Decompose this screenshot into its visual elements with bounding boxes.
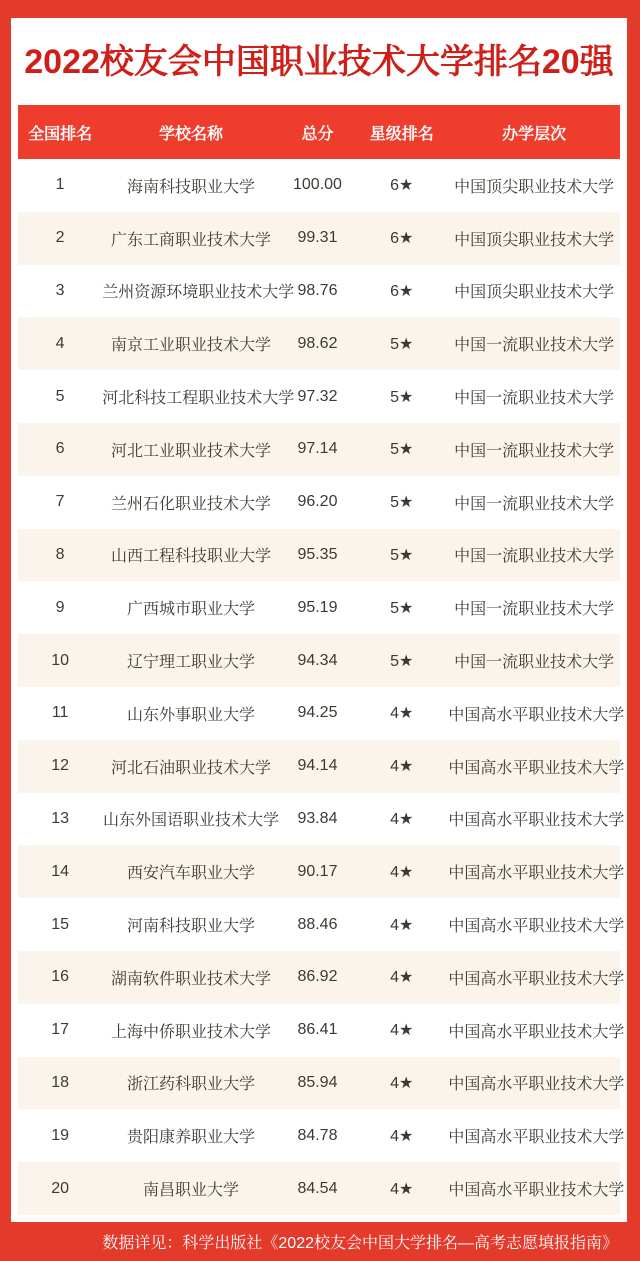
- cell-name: 山西工程科技职业大学: [111, 548, 272, 566]
- cell-score: 88.46: [297, 915, 338, 933]
- cell-name: 海南科技职业大学: [127, 178, 256, 196]
- cell-score: 94.34: [297, 651, 338, 669]
- cell-score: 86.41: [297, 1021, 338, 1039]
- cell-level: 中国高水平职业技术大学: [448, 812, 625, 830]
- table-row: [18, 845, 625, 898]
- cell-rank: 19: [51, 1126, 70, 1144]
- cell-star: 5★: [390, 546, 414, 564]
- cell-level: 中国高水平职业技术大学: [448, 706, 625, 724]
- table-row: [18, 1162, 625, 1215]
- cell-rank: 9: [55, 598, 65, 616]
- cell-score: 99.31: [297, 229, 338, 247]
- cell-rank: 13: [51, 809, 70, 827]
- cell-rank: 11: [51, 704, 69, 722]
- cell-name: 贵阳康养职业大学: [127, 1129, 256, 1147]
- cell-star: 5★: [390, 599, 414, 617]
- cell-name: 浙江药科职业大学: [127, 1076, 256, 1094]
- column-header-rank: 全国排名: [28, 125, 93, 143]
- cell-level: 中国高水平职业技术大学: [448, 865, 625, 883]
- cell-rank: 15: [51, 915, 70, 933]
- cell-star: 4★: [390, 969, 414, 987]
- cell-star: 6★: [390, 282, 414, 300]
- cell-level: 中国高水平职业技术大学: [448, 1023, 625, 1041]
- cell-name: 上海中侨职业技术大学: [111, 1023, 272, 1041]
- cell-score: 95.35: [297, 545, 338, 563]
- table-row: [18, 317, 620, 370]
- cell-star: 4★: [390, 705, 414, 723]
- table-row: [18, 951, 625, 1004]
- table-row: [18, 898, 625, 951]
- cell-level: 中国一流职业技术大学: [454, 548, 615, 566]
- table-row: [18, 159, 620, 212]
- column-header-name: 学校名称: [159, 125, 224, 143]
- cell-score: 97.32: [297, 387, 338, 405]
- cell-star: 4★: [390, 863, 414, 881]
- cell-score: 100.00: [293, 176, 342, 194]
- cell-score: 95.19: [297, 598, 338, 616]
- column-header-score: 总分: [301, 125, 334, 143]
- cell-rank: 3: [55, 281, 65, 299]
- cell-name: 兰州石化职业技术大学: [111, 495, 272, 513]
- cell-rank: 17: [51, 1021, 70, 1039]
- cell-star: 6★: [390, 230, 414, 248]
- cell-name: 山东外国语职业技术大学: [103, 812, 280, 830]
- table-row: [18, 687, 625, 740]
- cell-star: 5★: [390, 388, 414, 406]
- cell-star: 5★: [390, 335, 414, 353]
- cell-star: 4★: [390, 758, 414, 776]
- table-header-row: [18, 105, 620, 159]
- cell-star: 4★: [390, 1022, 414, 1040]
- page-title: 2022校友会中国职业技术大学排名20强: [24, 43, 614, 81]
- cell-level: 中国高水平职业技术大学: [448, 1182, 625, 1200]
- cell-star: 4★: [390, 810, 414, 828]
- cell-level: 中国一流职业技术大学: [454, 442, 615, 460]
- cell-name: 西安汽车职业大学: [127, 865, 256, 883]
- cell-name: 河北工业职业技术大学: [111, 442, 272, 460]
- table-body: [18, 159, 625, 1215]
- cell-rank: 10: [51, 651, 70, 669]
- cell-score: 90.17: [297, 862, 338, 880]
- cell-score: 97.14: [297, 440, 338, 458]
- cell-rank: 12: [51, 757, 70, 775]
- cell-score: 94.14: [297, 757, 338, 775]
- table-row: [18, 740, 625, 793]
- cell-rank: 1: [55, 176, 65, 194]
- cell-star: 4★: [390, 1180, 414, 1198]
- cell-rank: 8: [55, 545, 65, 563]
- content-panel: [11, 18, 627, 1222]
- table-row: [18, 634, 620, 687]
- cell-star: 5★: [390, 652, 414, 670]
- cell-name: 南京工业职业技术大学: [111, 337, 272, 355]
- cell-score: 84.78: [297, 1126, 338, 1144]
- cell-level: 中国一流职业技术大学: [454, 337, 615, 355]
- cell-score: 84.54: [297, 1179, 338, 1197]
- table-row: [18, 581, 620, 634]
- cell-level: 中国一流职业技术大学: [454, 495, 615, 513]
- table-row: [18, 212, 620, 265]
- cell-level: 中国顶尖职业技术大学: [454, 231, 615, 249]
- column-header-star: 星级排名: [369, 125, 434, 143]
- cell-name: 广西城市职业大学: [127, 601, 256, 619]
- cell-name: 河北科技工程职业技术大学: [102, 390, 295, 408]
- cell-score: 98.76: [297, 281, 338, 299]
- cell-score: 86.92: [297, 968, 338, 986]
- cell-star: 6★: [390, 177, 414, 195]
- table-row: [18, 1057, 625, 1110]
- cell-star: 4★: [390, 916, 414, 934]
- cell-level: 中国一流职业技术大学: [454, 601, 615, 619]
- cell-star: 4★: [390, 1127, 414, 1145]
- cell-score: 94.25: [297, 704, 338, 722]
- cell-level: 中国一流职业技术大学: [454, 654, 615, 672]
- source-note: 数据详见：科学出版社《2022校友会中国大学排名—高考志愿填报指南》: [102, 1235, 618, 1252]
- table-row: [18, 1004, 625, 1057]
- cell-rank: 18: [51, 1073, 70, 1091]
- cell-rank: 4: [55, 334, 65, 352]
- cell-name: 山东外事职业大学: [127, 706, 256, 724]
- cell-level: 中国顶尖职业技术大学: [454, 284, 615, 302]
- table-row: [18, 529, 620, 582]
- cell-level: 中国一流职业技术大学: [454, 390, 615, 408]
- cell-star: 5★: [390, 494, 414, 512]
- cell-score: 98.62: [297, 334, 338, 352]
- cell-star: 4★: [390, 1074, 414, 1092]
- table-row: [18, 1109, 625, 1162]
- table-row: [18, 265, 620, 318]
- cell-level: 中国高水平职业技术大学: [448, 1076, 625, 1094]
- cell-name: 河南科技职业大学: [127, 918, 256, 936]
- cell-name: 河北石油职业技术大学: [111, 759, 272, 777]
- cell-name: 南昌职业大学: [143, 1182, 240, 1200]
- cell-rank: 16: [51, 968, 70, 986]
- cell-level: 中国高水平职业技术大学: [448, 759, 625, 777]
- cell-name: 广东工商职业技术大学: [111, 231, 272, 249]
- cell-level: 中国高水平职业技术大学: [448, 1129, 625, 1147]
- cell-rank: 6: [55, 440, 65, 458]
- ranking-table: [18, 105, 625, 1215]
- cell-score: 93.84: [297, 809, 338, 827]
- cell-level: 中国高水平职业技术大学: [448, 970, 625, 988]
- cell-rank: 2: [55, 229, 65, 247]
- table-row: [18, 793, 625, 846]
- cell-rank: 20: [51, 1179, 70, 1197]
- cell-rank: 5: [55, 387, 65, 405]
- table-row: [18, 476, 620, 529]
- cell-score: 85.94: [297, 1073, 338, 1091]
- table-row: [18, 423, 620, 476]
- cell-rank: 14: [51, 862, 70, 880]
- cell-score: 96.20: [297, 493, 338, 511]
- cell-level: 中国顶尖职业技术大学: [454, 178, 615, 196]
- table-row: [18, 370, 620, 423]
- cell-level: 中国高水平职业技术大学: [448, 918, 625, 936]
- cell-rank: 7: [55, 493, 65, 511]
- cell-star: 5★: [390, 441, 414, 459]
- cell-name: 辽宁理工职业大学: [127, 654, 256, 672]
- cell-name: 湖南软件职业技术大学: [111, 970, 272, 988]
- column-header-level: 办学层次: [502, 125, 567, 143]
- cell-name: 兰州资源环境职业技术大学: [102, 284, 295, 302]
